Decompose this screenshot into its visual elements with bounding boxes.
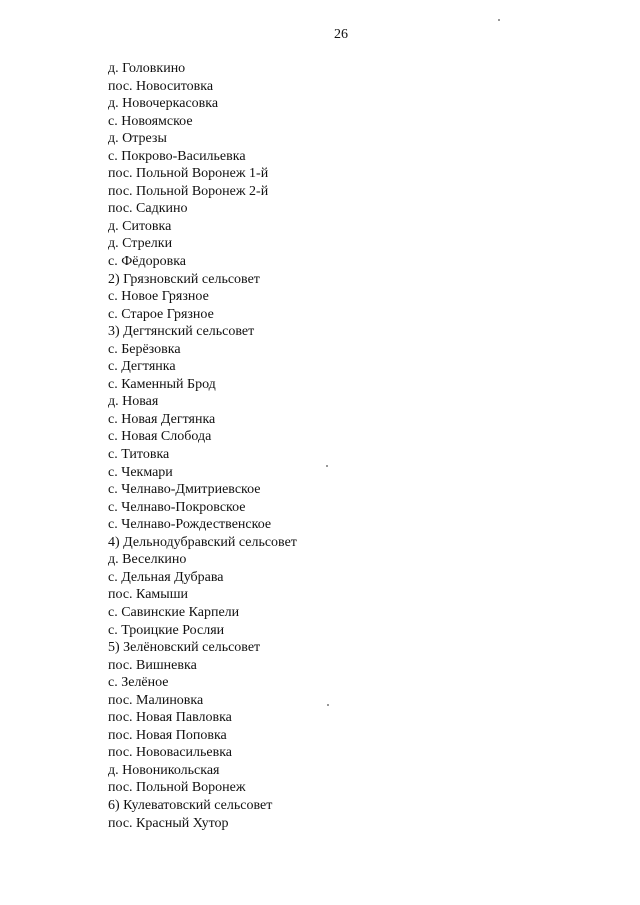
- list-item: с. Челнаво-Покровское: [108, 499, 246, 515]
- list-item: с. Титовка: [108, 447, 170, 463]
- list-item: пос. Новоситовка: [108, 78, 214, 94]
- list-item: пос. Нововасильевка: [108, 745, 233, 761]
- list-item: с. Покрово-Васильевка: [108, 148, 246, 164]
- list-item: пос. Польной Воронеж: [108, 780, 246, 796]
- list-item: 2) Грязновский сельсовет: [108, 271, 260, 287]
- list-item: с. Новоямское: [108, 113, 193, 129]
- list-item: с. Зелёное: [108, 675, 169, 691]
- list-item: д. Ситовка: [108, 218, 172, 234]
- list-item: с. Дельная Дубрава: [108, 569, 224, 585]
- list-item: д. Веселкино: [108, 552, 187, 568]
- list-item: д. Новоникольская: [108, 762, 220, 778]
- list-item: 3) Дегтянский сельсовет: [108, 324, 255, 340]
- list-item: пос. Малиновка: [108, 692, 204, 708]
- list-item: с. Дегтянка: [108, 359, 176, 375]
- list-item: пос. Новая Поповка: [108, 727, 227, 743]
- list-item: с. Новая Слобода: [108, 429, 212, 445]
- list-item: пос. Польной Воронеж 2-й: [108, 183, 269, 199]
- list-item: д. Головкино: [108, 61, 186, 76]
- list-item: д. Отрезы: [108, 131, 167, 147]
- list-item: д. Новочеркасовка: [108, 96, 219, 112]
- list-item: пос. Садкино: [108, 201, 188, 217]
- scan-speck: [327, 704, 329, 706]
- list-item: с. Челнаво-Дмитриевское: [108, 482, 261, 498]
- list-item: 5) Зелёновский сельсовет: [108, 640, 261, 656]
- list-item: с. Челнаво-Рождественское: [108, 517, 272, 533]
- list-item: пос. Вишневка: [108, 657, 197, 673]
- list-item: с. Чекмари: [108, 464, 173, 480]
- list-item: с. Савинские Карпели: [108, 604, 240, 620]
- settlement-list: [108, 60, 297, 832]
- scan-speck: [326, 465, 328, 467]
- list-item: пос. Новая Павловка: [108, 710, 232, 726]
- list-item: пос. Польной Воронеж 1-й: [108, 166, 269, 182]
- page-number: 26: [334, 27, 348, 42]
- list-item: с. Фёдоровка: [108, 254, 187, 270]
- list-item: с. Новое Грязное: [108, 289, 209, 305]
- scan-speck: [498, 19, 500, 21]
- list-item: пос. Красный Хутор: [108, 815, 229, 831]
- list-item: с. Берёзовка: [108, 341, 181, 357]
- list-item: пос. Камыши: [108, 587, 188, 603]
- list-item: 6) Кулеватовский сельсовет: [108, 797, 273, 813]
- list-item: с. Старое Грязное: [108, 306, 214, 322]
- list-item: д. Новая: [108, 394, 159, 410]
- list-item: с. Каменный Брод: [108, 376, 216, 392]
- list-item: с. Новая Дегтянка: [108, 411, 216, 427]
- list-item: 4) Дельнодубравский сельсовет: [108, 534, 297, 550]
- list-item: д. Стрелки: [108, 236, 173, 252]
- list-item: с. Троицкие Росляи: [108, 622, 225, 638]
